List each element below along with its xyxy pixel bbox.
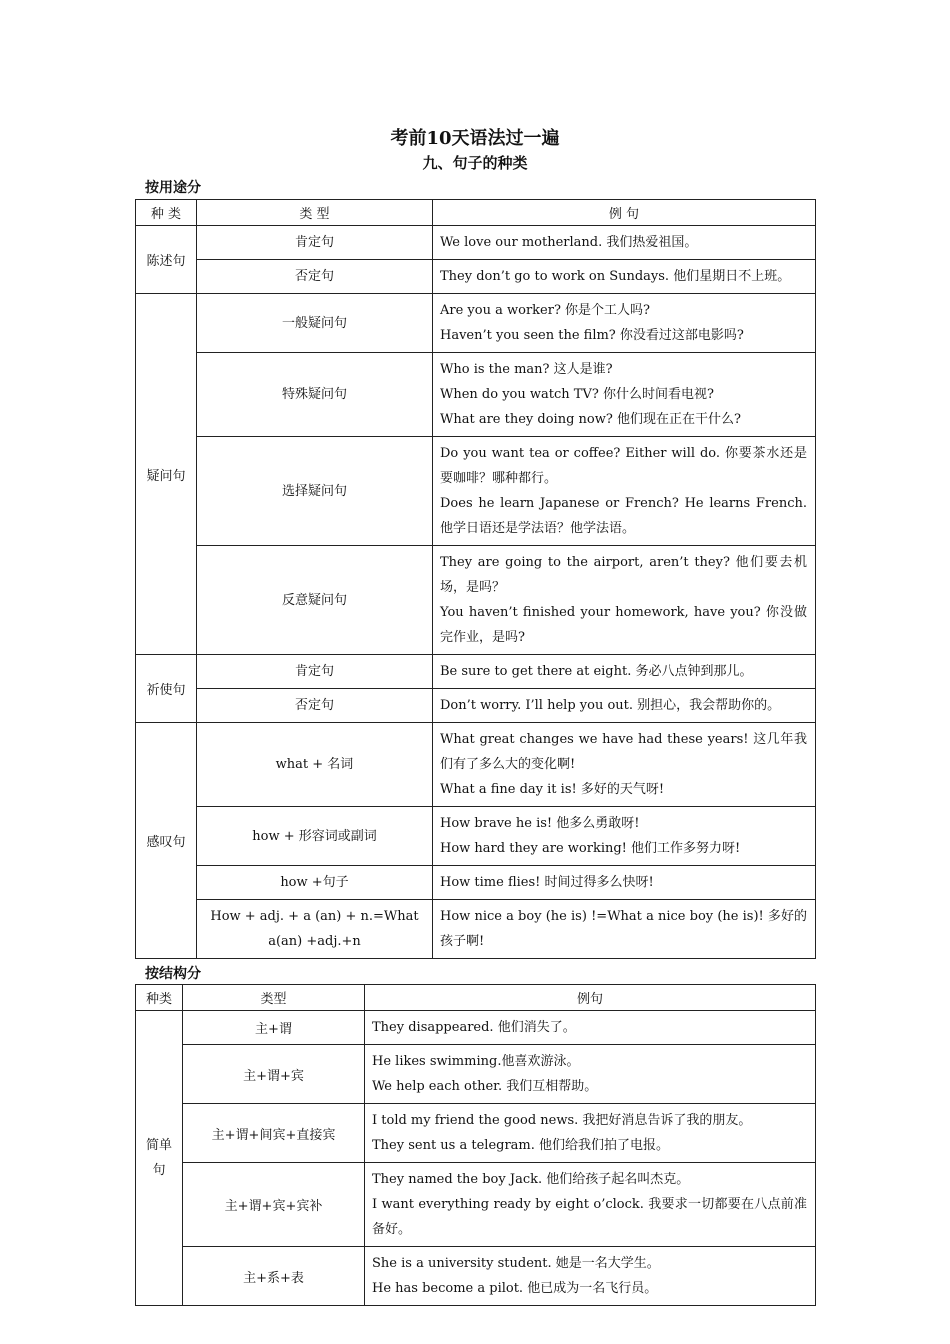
table-row	[136, 1011, 816, 1045]
example-cell	[433, 655, 816, 689]
type-cell: what + 名词	[197, 723, 433, 807]
header-type: 类 型	[197, 200, 433, 226]
type-cell: 主+谓+宾+宾补	[183, 1163, 365, 1247]
example-sentence: They are going to the airport, aren’t they? 他们要去机场，是吗？	[440, 555, 807, 595]
type-cell: 主+谓+宾	[183, 1045, 365, 1104]
category-cell: 疑问句	[136, 294, 197, 655]
example-cell	[365, 1045, 816, 1104]
example-sentence: When do you watch TV? 你什么时间看电视?	[440, 387, 714, 402]
example-cell	[433, 437, 816, 546]
example-cell	[365, 1104, 816, 1163]
section-subtitle: 九、句子的种类	[422, 154, 528, 172]
example-cell	[433, 226, 816, 260]
example-sentence: They don’t go to work on Sundays. 他们星期日不上班。	[440, 269, 791, 284]
example-sentence: What are they doing now? 他们现在正在干什么?	[440, 412, 741, 427]
example-sentence: I want everything ready by eight o’clock. 我要求一切都要在八点前准备好。	[372, 1197, 807, 1237]
table-row	[136, 260, 816, 294]
table-row	[136, 353, 816, 437]
example-sentence: You haven’t finished your homework, have you? 你没做完作业，是吗?	[440, 605, 807, 645]
type-cell: 肯定句	[197, 655, 433, 689]
table-row	[136, 689, 816, 723]
example-sentence: Does he learn Japanese or French? He learns French. 他学日语还是学法语？他学法语。	[440, 496, 807, 536]
type-cell: 主+谓+间宾+直接宾	[183, 1104, 365, 1163]
header-example: 例 句	[433, 200, 816, 226]
document-title: 考前10天语法过一遍	[390, 128, 560, 149]
example-cell	[433, 689, 816, 723]
table-row	[136, 723, 816, 807]
type-cell: how +句子	[197, 866, 433, 900]
example-sentence: They disappeared. 他们消失了。	[372, 1020, 576, 1035]
example-cell	[433, 866, 816, 900]
table-row	[136, 807, 816, 866]
header-category: 种 类	[136, 200, 197, 226]
example-sentence: Be sure to get there at eight. 务必八点钟到那儿。	[440, 664, 753, 679]
category-cell: 祈使句	[136, 655, 197, 723]
type-cell: 主+系+表	[183, 1247, 365, 1306]
table-row	[136, 866, 816, 900]
example-cell	[433, 294, 816, 353]
type-cell: 选择疑问句	[197, 437, 433, 546]
example-cell	[433, 900, 816, 959]
type-cell: How + adj. + a (an) + n.=What a(an) +adj.+n	[197, 900, 433, 959]
table-row	[136, 226, 816, 260]
example-cell	[433, 353, 816, 437]
example-sentence: They named the boy Jack. 他们给孩子起名叫杰克。	[372, 1172, 690, 1187]
type-cell: 一般疑问句	[197, 294, 433, 353]
example-sentence: Who is the man? 这人是谁?	[440, 362, 613, 377]
section2-heading: 按结构分	[145, 966, 201, 982]
header-example: 例句	[365, 985, 816, 1011]
example-sentence: We love our motherland. 我们热爱祖国。	[440, 235, 698, 250]
example-sentence: He has become a pilot. 他已成为一名飞行员。	[372, 1281, 658, 1296]
example-sentence: How hard they are working! 他们工作多努力呀!	[440, 841, 741, 856]
example-sentence: Are you a worker? 你是个工人吗?	[440, 303, 651, 318]
table-row	[136, 1163, 816, 1247]
usage-table	[135, 199, 816, 959]
type-cell: 特殊疑问句	[197, 353, 433, 437]
example-cell	[433, 807, 816, 866]
example-sentence: What great changes we have had these years! 这几年我们有了多么大的变化啊!	[440, 732, 807, 772]
type-cell: 主+谓	[183, 1011, 365, 1045]
type-cell: 肯定句	[197, 226, 433, 260]
example-sentence: How brave he is! 他多么勇敢呀!	[440, 816, 640, 831]
header-type: 类型	[183, 985, 365, 1011]
type-cell: 反意疑问句	[197, 546, 433, 655]
section1-heading: 按用途分	[145, 180, 201, 196]
example-sentence: Do you want tea or coffee? Either will do. 你要茶水还是要咖啡？哪种都行。	[440, 446, 807, 486]
type-cell: 否定句	[197, 689, 433, 723]
table-row	[136, 900, 816, 959]
example-cell	[365, 1163, 816, 1247]
example-sentence: How nice a boy (he is) !=What a nice boy (he is)! 多好的孩子啊!	[440, 909, 807, 949]
category-cell: 简单句	[136, 1011, 183, 1306]
example-cell	[433, 723, 816, 807]
table-row	[136, 655, 816, 689]
table-row	[136, 546, 816, 655]
example-sentence: Haven’t you seen the film? 你没看过这部电影吗?	[440, 328, 744, 343]
table-row	[136, 1045, 816, 1104]
table-row	[136, 1104, 816, 1163]
example-sentence: How time flies! 时间过得多么快呀!	[440, 875, 654, 890]
example-sentence: We help each other. 我们互相帮助。	[372, 1079, 598, 1094]
category-cell: 感叹句	[136, 723, 197, 959]
example-cell	[365, 1011, 816, 1045]
table-row	[136, 294, 816, 353]
example-sentence: She is a university student. 她是一名大学生。	[372, 1256, 660, 1271]
example-cell	[365, 1247, 816, 1306]
category-cell: 陈述句	[136, 226, 197, 294]
example-cell	[433, 546, 816, 655]
example-sentence: He likes swimming.他喜欢游泳。	[372, 1054, 580, 1069]
type-cell: 否定句	[197, 260, 433, 294]
table-row	[136, 437, 816, 546]
structure-table	[135, 984, 816, 1306]
example-sentence: They sent us a telegram. 他们给我们拍了电报。	[372, 1138, 670, 1153]
example-cell	[433, 260, 816, 294]
table-row	[136, 1247, 816, 1306]
type-cell: how + 形容词或副词	[197, 807, 433, 866]
example-sentence: I told my friend the good news. 我把好消息告诉了我的朋友。	[372, 1113, 752, 1128]
example-sentence: What a fine day it is! 多好的天气呀!	[440, 782, 665, 797]
example-sentence: Don’t worry. I’ll help you out. 别担心，我会帮助你的。	[440, 698, 781, 713]
header-category: 种类	[136, 985, 183, 1011]
